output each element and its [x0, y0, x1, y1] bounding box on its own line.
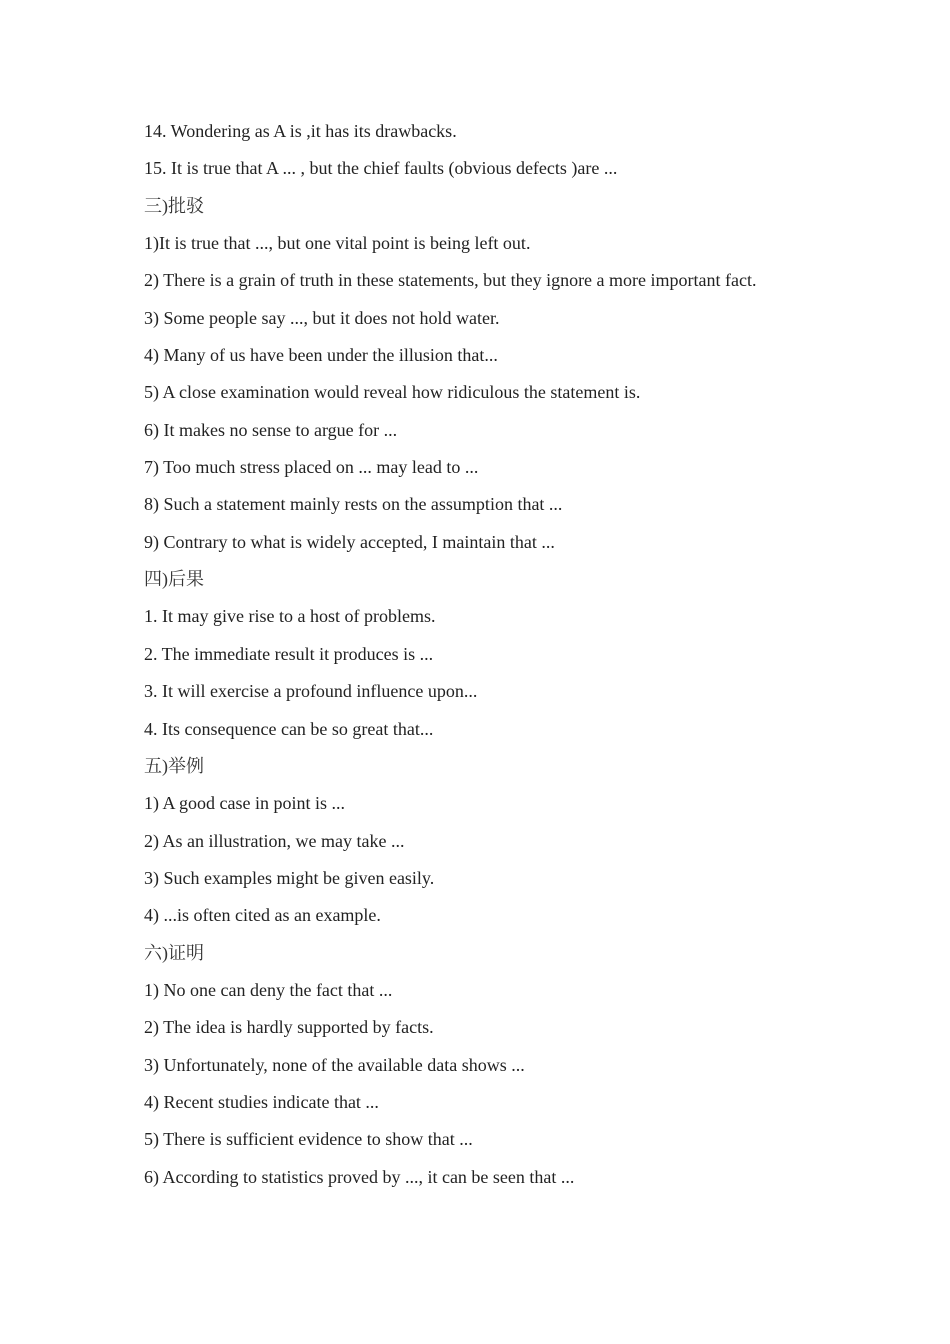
list-item: 2) As an illustration, we may take ... — [144, 830, 405, 851]
list-item: 14. Wondering as A is ,it has its drawbacks. — [144, 121, 457, 141]
list-item: 1) A good case in point is ... — [144, 793, 345, 814]
document-body — [144, 121, 844, 1204]
list-item: 3) Some people say ..., but it does not hold water. — [144, 307, 500, 328]
list-item: 9) Contrary to what is widely accepted, I maintain that ... — [144, 531, 555, 552]
list-item: 2) There is a grain of truth in these statements, but they ignore a more important fact. — [144, 270, 757, 291]
list-item: 3) Unfortunately, none of the available data shows ... — [144, 1054, 525, 1075]
list-item: 2) The idea is hardly supported by facts. — [144, 1017, 434, 1038]
list-item: 4) Recent studies indicate that ... — [144, 1091, 379, 1112]
list-item: 15. It is true that A ... , but the chief faults (obvious defects )are ... — [144, 158, 618, 179]
list-item: 4) ...is often cited as an example. — [144, 905, 381, 926]
list-item: 6) It makes no sense to argue for ... — [144, 419, 398, 440]
list-item: 1. It may give rise to a host of problems. — [144, 606, 436, 627]
list-item: 3) Such examples might be given easily. — [144, 867, 435, 888]
list-item: 7) Too much stress placed on ... may lead to ... — [144, 457, 479, 478]
section-heading-proof: 六)证明 — [144, 942, 204, 963]
section-heading-rebuttal: 三)批驳 — [144, 195, 204, 216]
list-item: 3. It will exercise a profound influence upon... — [144, 681, 478, 702]
section-heading-examples: 五)举例 — [144, 755, 204, 776]
list-item: 5) A close examination would reveal how ridiculous the statement is. — [144, 382, 641, 403]
list-item: 4. Its consequence can be so great that... — [144, 718, 434, 739]
list-item: 8) Such a statement mainly rests on the assumption that ... — [144, 494, 563, 515]
list-item: 2. The immediate result it produces is ... — [144, 643, 434, 664]
list-item: 1)It is true that ..., but one vital point is being left out. — [144, 233, 531, 254]
section-heading-consequence: 四)后果 — [144, 569, 204, 590]
list-item: 4) Many of us have been under the illusion that... — [144, 345, 498, 366]
list-item: 6) According to statistics proved by ..., it can be seen that ... — [144, 1166, 575, 1187]
list-item: 1) No one can deny the fact that ... — [144, 979, 393, 1000]
list-item: 5) There is sufficient evidence to show that ... — [144, 1129, 473, 1150]
